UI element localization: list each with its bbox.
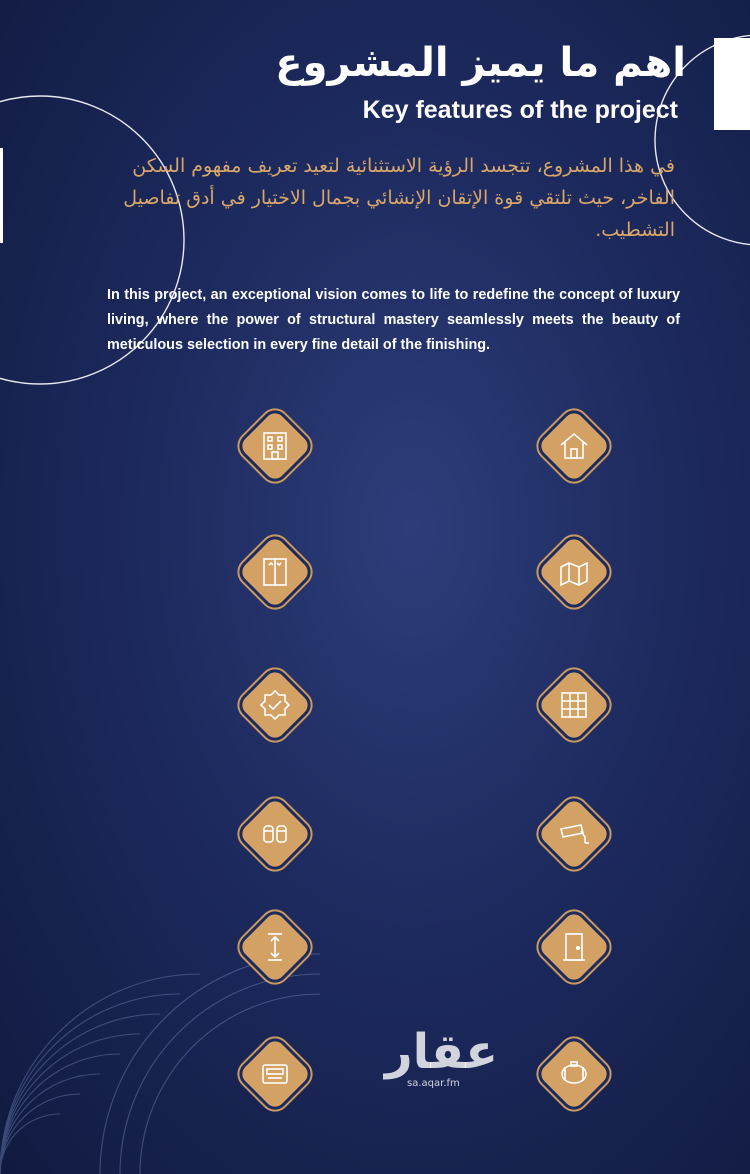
smart-home-icon — [555, 427, 593, 465]
parking-cars-icon — [256, 815, 294, 853]
title-english: Key features of the project — [362, 96, 678, 124]
door-icon — [555, 928, 593, 966]
ceiling-height-icon — [256, 928, 294, 966]
hotel-building-icon — [256, 427, 294, 465]
watermark — [385, 1026, 498, 1089]
edge-accent-bar — [0, 148, 3, 243]
water-tank-icon — [555, 1055, 593, 1093]
title-arabic: اهم ما يميز المشروع — [275, 40, 686, 86]
elevator-icon — [256, 553, 294, 591]
intro-arabic: في هذا المشروع، تتجسد الرؤية الاستثنائية لتعيد تعريف مفهوم السكن الفاخر، حيث تلتقي قوة الإتقان الإنشائي بجمال الاختيار في أدق تفاصيل التشطيب. — [123, 155, 675, 241]
security-camera-icon — [555, 815, 593, 853]
quality-badge-icon — [256, 686, 294, 724]
watermark-url: sa.aqar.fm — [407, 1078, 460, 1089]
tiles-icon — [555, 686, 593, 724]
header-accent-bar — [714, 38, 750, 130]
location-map-icon — [555, 553, 593, 591]
meter-icon — [256, 1055, 294, 1093]
watermark-brand: عقار — [385, 1024, 498, 1080]
intro-english: In this project, an exceptional vision comes to life to redefine the concept of luxury living, where the power of structural mastery seamlessly meets the beauty of meticulous selection in every fine detail of the finishing. — [107, 287, 680, 353]
